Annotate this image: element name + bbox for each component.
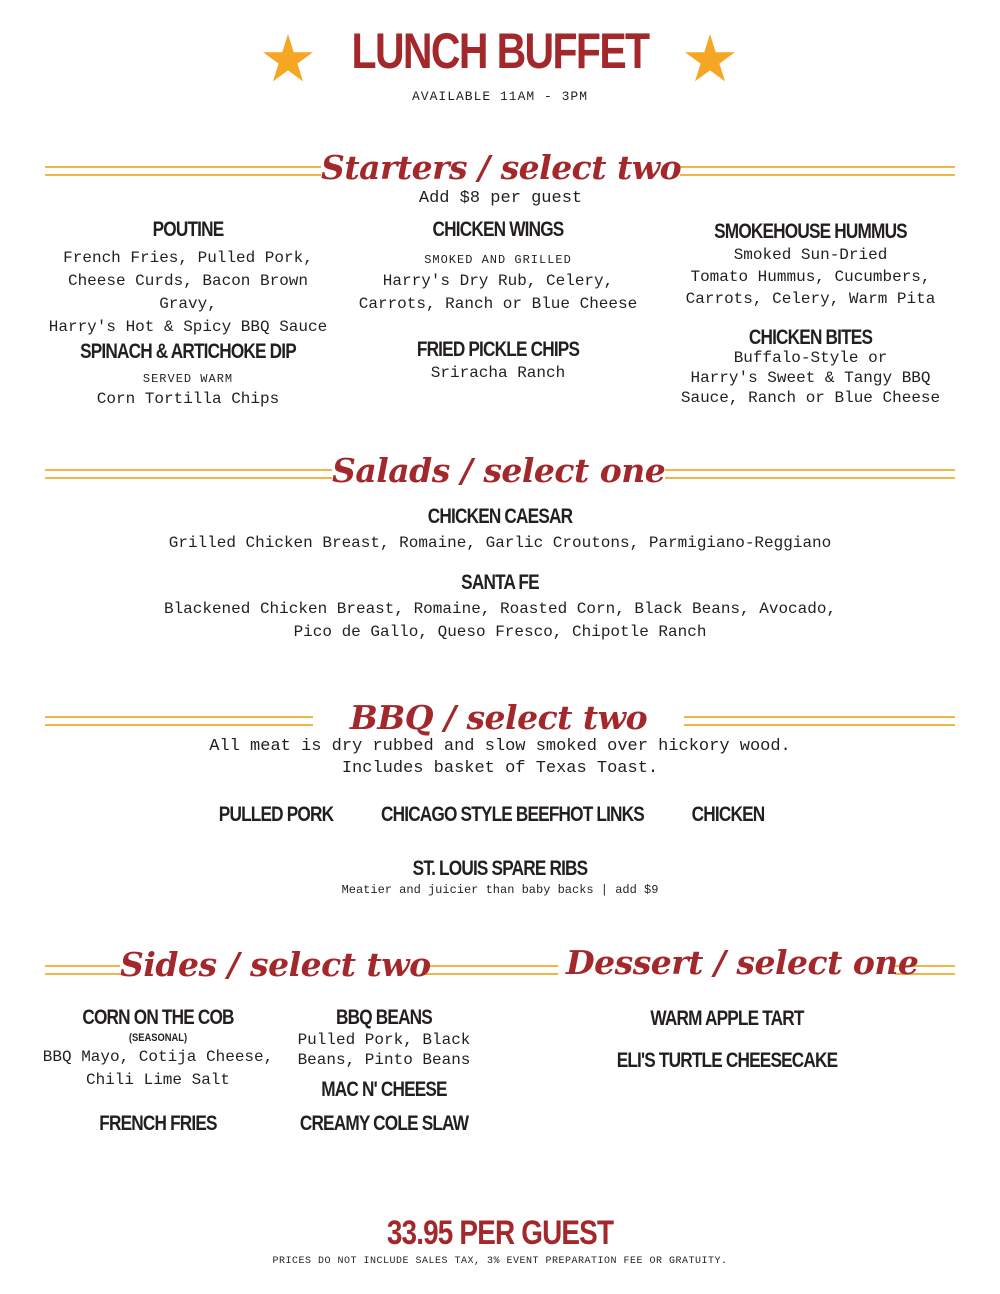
availability-text: AVAILABLE 11AM - 3PM — [411, 89, 589, 104]
star-icon-left — [262, 34, 314, 86]
item-name: CHICKEN WINGS — [432, 218, 564, 241]
menu-item — [658, 326, 963, 408]
menu-item — [348, 218, 648, 316]
item-name: SPINACH & ARTICHOKE DIP — [80, 340, 296, 363]
item-name: FRIED PICKLE CHIPS — [416, 338, 580, 361]
item-name: SMOKEHOUSE HUMMUS — [714, 220, 907, 243]
item-desc: Smoked Sun-Dried Tomato Hummus, Cucumbers, Carrots, Celery, Warm Pita — [685, 246, 936, 308]
dessert-heading: Dessert / select one — [566, 943, 919, 982]
item-desc: Harry's Dry Rub, Celery, Carrots, Ranch or Blue Cheese — [358, 272, 638, 313]
item-name: BBQ BEANS — [336, 1006, 432, 1029]
bbq-item: PULLED PORK — [218, 803, 334, 826]
bbq-description: All meat is dry rubbed and slow smoked over hickory wood. Includes basket of Texas Toast. — [209, 737, 791, 778]
menu-item — [38, 340, 338, 411]
divider-rule — [684, 716, 955, 726]
salads-heading: Salads / select one — [332, 451, 666, 490]
item-name: CHICKEN BITES — [748, 326, 873, 349]
menu-item — [100, 505, 900, 555]
menu-item — [38, 218, 338, 339]
item-desc: Meatier and juicier than baby backs | add $9 — [341, 883, 659, 897]
item-desc: Grilled Chicken Breast, Romaine, Garlic Croutons, Parmigiano-Reggiano — [168, 534, 832, 552]
starters-heading: Starters / select two — [321, 148, 682, 187]
item-desc: Pulled Pork, Black Beans, Pinto Beans — [297, 1031, 471, 1069]
item-note: SERVED WARM — [142, 372, 234, 386]
menu-item — [274, 1006, 494, 1070]
item-name: POUTINE — [152, 218, 224, 241]
divider-rule — [665, 469, 955, 479]
item-name: ST. LOUIS SPARE RIBS — [412, 857, 588, 880]
side-item: MAC N' CHEESE — [321, 1078, 447, 1101]
item-desc: Corn Tortilla Chips — [96, 390, 280, 408]
bbq-heading: BBQ / select two — [349, 698, 648, 737]
menu-item — [658, 220, 963, 310]
star-icon-right — [684, 34, 736, 86]
item-name: CORN ON THE COB — [82, 1006, 234, 1029]
divider-rule — [45, 166, 321, 176]
menu-item — [250, 857, 750, 897]
side-item: CREAMY COLE SLAW — [299, 1112, 469, 1135]
divider-rule — [424, 965, 558, 975]
fine-print: PRICES DO NOT INCLUDE SALES TAX, 3% EVENT PREPARATION FEE OR GRATUITY. — [272, 1256, 728, 1267]
item-name: CHICKEN CAESAR — [427, 505, 573, 528]
sides-heading: Sides / select two — [120, 945, 431, 984]
divider-rule — [45, 469, 332, 479]
item-desc: BBQ Mayo, Cotija Cheese, Chili Lime Salt — [42, 1048, 274, 1089]
bbq-item: CHICAGO STYLE BEEFHOT LINKS — [381, 803, 644, 826]
item-desc: Blackened Chicken Breast, Romaine, Roasted Corn, Black Beans, Avocado, Pico de Gallo, Queso Fresco, Chipotle Ranch — [163, 600, 837, 641]
menu-item — [100, 571, 900, 644]
item-desc: Sriracha Ranch — [430, 364, 566, 382]
starters-subtext: Add $8 per guest — [418, 189, 583, 208]
menu-title: LUNCH BUFFET — [351, 23, 649, 79]
bbq-item: CHICKEN — [691, 803, 765, 826]
menu-item — [348, 338, 648, 385]
item-note: SMOKED AND GRILLED — [424, 253, 572, 267]
divider-rule — [45, 716, 313, 726]
dessert-item: WARM APPLE TART — [650, 1007, 804, 1030]
item-desc: Buffalo-Style or Harry's Sweet & Tangy BBQ Sauce, Ranch or Blue Cheese — [680, 349, 941, 407]
item-name: SANTA FE — [461, 571, 539, 594]
divider-rule — [45, 965, 120, 975]
price-per-guest: 33.95 PER GUEST — [386, 1214, 614, 1252]
divider-rule — [680, 166, 955, 176]
item-note: (SEASONAL) — [128, 1032, 188, 1044]
side-item: FRENCH FRIES — [99, 1112, 217, 1135]
item-desc: French Fries, Pulled Pork, Cheese Curds, Bacon Brown Gravy, Harry's Hot & Spicy BBQ Sauce — [48, 249, 328, 336]
dessert-item: ELI'S TURTLE CHEESECAKE — [616, 1049, 838, 1072]
menu-item — [28, 1006, 288, 1092]
